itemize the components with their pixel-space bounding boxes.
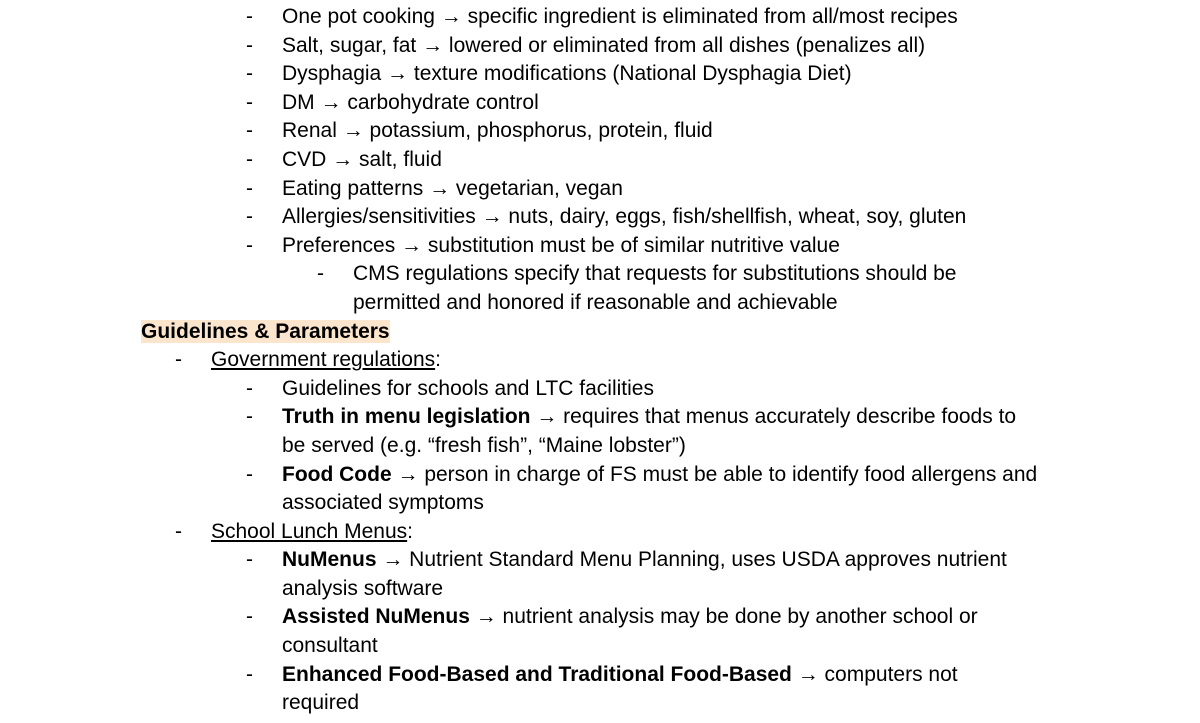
bullet-dash: -	[246, 90, 253, 114]
list-item-text: Dysphagia → texture modifications (National Dysphagia Diet)	[282, 62, 852, 86]
list-item	[0, 375, 1200, 404]
bullet-dash: -	[246, 147, 253, 171]
list-item-text: DM → carbohydrate control	[282, 90, 539, 114]
list-item-text: → nutrient analysis may be done by another school or	[469, 605, 978, 629]
list-item	[0, 203, 1200, 232]
list-item	[0, 117, 1200, 146]
sub-list-item-continuation	[0, 289, 1200, 318]
list-item-term: Enhanced Food-Based and Traditional Food-Based	[282, 662, 792, 686]
section-heading	[0, 318, 1200, 347]
list-item	[0, 175, 1200, 204]
list-item-continuation	[0, 575, 1200, 604]
list-item-term: Truth in menu legislation	[282, 405, 531, 429]
list-item-text: associated symptoms	[282, 491, 484, 515]
list-item-text: One pot cooking → specific ingredient is eliminated from all/most recipes	[282, 5, 958, 28]
list-item-text: → Nutrient Standard Menu Planning, uses USDA approves nutrient	[376, 548, 1007, 572]
label-colon: :	[407, 519, 413, 543]
list-item-text: analysis software	[282, 576, 444, 600]
list-item-government-regulations	[0, 346, 1200, 375]
list-item-text: → person in charge of FS must be able to identify food allergens and	[391, 462, 1038, 486]
government-regulations-label: Government regulations	[211, 348, 436, 372]
list-item-text: → requires that menus accurately describe foods to	[530, 405, 1017, 429]
list-item	[0, 603, 1200, 632]
list-item-text: CVD → salt, fluid	[282, 147, 442, 171]
document-body	[0, 3, 1200, 718]
bullet-dash: -	[246, 33, 253, 57]
list-item-text: Guidelines for schools and LTC facilities	[282, 376, 654, 400]
bullet-dash: -	[246, 205, 253, 229]
list-item-text: consultant	[282, 634, 378, 658]
list-item	[0, 403, 1200, 432]
list-item-term: Food Code	[282, 462, 392, 486]
sub-list-item-text: permitted and honored if reasonable and achievable	[353, 290, 838, 314]
label-colon: :	[435, 348, 441, 372]
list-item-text: Eating patterns → vegetarian, vegan	[282, 176, 623, 200]
list-item-text: → computers not	[791, 662, 958, 686]
list-item-continuation	[0, 432, 1200, 461]
list-item-continuation	[0, 489, 1200, 518]
bullet-dash: -	[175, 348, 182, 372]
list-item	[0, 461, 1200, 490]
bullet-dash: -	[246, 462, 253, 486]
list-item-continuation	[0, 632, 1200, 661]
bullet-dash: -	[246, 5, 253, 28]
bullet-dash: -	[246, 605, 253, 629]
list-item	[0, 32, 1200, 61]
bullet-dash: -	[317, 262, 324, 286]
list-item-text: required	[282, 691, 360, 715]
list-item	[0, 546, 1200, 575]
section-heading-text: Guidelines & Parameters	[141, 319, 390, 343]
bullet-dash: -	[246, 119, 253, 143]
list-item-text: Renal → potassium, phosphorus, protein, fluid	[282, 119, 713, 143]
sub-list-item-text: CMS regulations specify that requests for substitutions should be	[353, 262, 957, 286]
list-item-text: be served (e.g. “fresh fish”, “Maine lobster”)	[282, 433, 686, 457]
bullet-dash: -	[246, 548, 253, 572]
list-item	[0, 3, 1200, 32]
bullet-dash: -	[246, 233, 253, 257]
bullet-dash: -	[246, 176, 253, 200]
list-item	[0, 60, 1200, 89]
list-item-term: Assisted NuMenus	[282, 605, 470, 629]
bullet-dash: -	[246, 376, 253, 400]
bullet-dash: -	[175, 519, 182, 543]
list-item	[0, 661, 1200, 690]
sub-list-item	[0, 260, 1200, 289]
list-item-text: Salt, sugar, fat → lowered or eliminated from all dishes (penalizes all)	[282, 33, 926, 57]
list-item-continuation	[0, 689, 1200, 718]
list-item	[0, 232, 1200, 261]
list-item-school-lunch-menus	[0, 518, 1200, 547]
school-lunch-menus-label: School Lunch Menus	[211, 519, 408, 543]
bullet-dash: -	[246, 662, 253, 686]
list-item	[0, 146, 1200, 175]
bullet-dash: -	[246, 405, 253, 429]
list-item-term: NuMenus	[282, 548, 377, 572]
bullet-dash: -	[246, 62, 253, 86]
list-item-text: Allergies/sensitivities → nuts, dairy, eggs, fish/shellfish, wheat, soy, gluten	[282, 205, 967, 229]
list-item	[0, 89, 1200, 118]
list-item-text: Preferences → substitution must be of similar nutritive value	[282, 233, 840, 257]
